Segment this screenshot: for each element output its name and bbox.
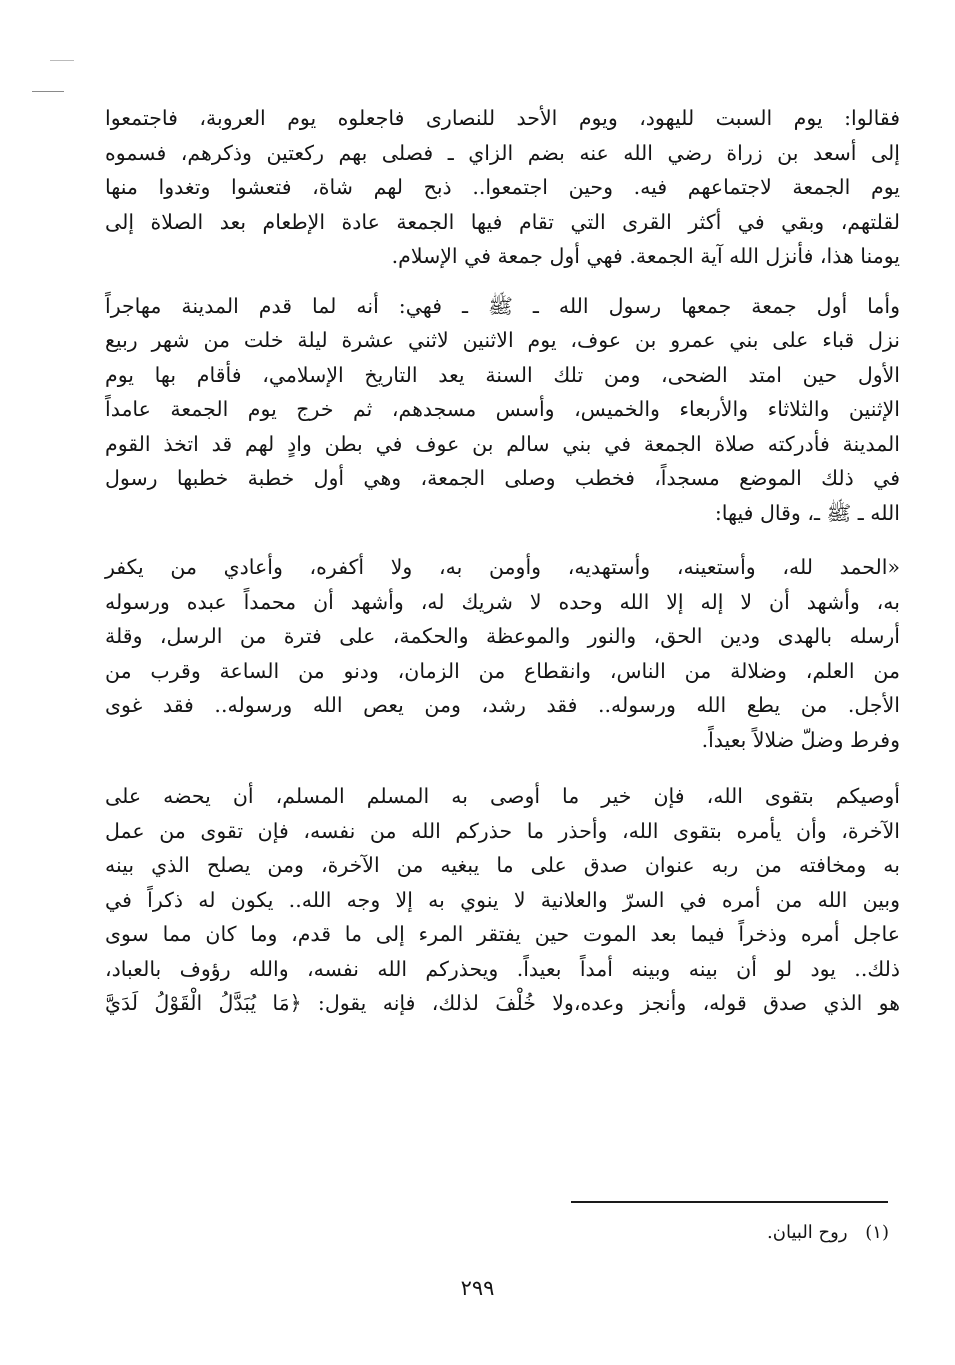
- text-line: المدينة فأدركته صلاة الجمعة في بني سالم بن عوف في بطن وادٍ لهم قد اتخذ القوم: [105, 431, 900, 456]
- text-line: هو الذي صدق قوله، وأنجز وعده،ولا خُلْفَ لذلك، فإنه يقول: ﴿مَا يُبَدَّلُ الْقَوْلُ لَدَيَّ: [105, 991, 901, 1015]
- text-line: وأما أول جمعة جمعها رسول الله ـ ﷺ ـ فهي: أنه لما قدم المدينة مهاجراً: [105, 293, 900, 318]
- text-line: الآخرة، وأن يأمره بتقوى الله، وأحذر ما حذركم الله من نفسه، فإن تقوى من عمل: [105, 818, 900, 843]
- scan-mark: [50, 60, 74, 61]
- text-line: أرسله بالهدى ودين الحق، والنور والموعظة والحكمة، على فترة من الرسل، وقلة: [105, 624, 900, 648]
- paragraph-sermon-opening: [105, 550, 900, 757]
- text-line: في ذلك الموضع مسجداً، فخطب وصلى الجمعة، وهي أول خطبة خطبها رسول: [105, 466, 900, 490]
- text-line: «الحمد لله، وأستعينه، وأستهديه، وأومن به، ولا أكفره، وأعادي من يكفر: [105, 555, 900, 579]
- text-line: وبين الله من أمره في السرّ والعلانية لا ينوي به إلا وجه الله.. يكون له ذكراً في: [105, 887, 900, 912]
- paragraph-first-friday: [105, 289, 900, 531]
- text-line: يوم الجمعة لاجتماعهم فيه. وحين اجتمعوا.. ذبح لهم شاة، فتعشوا وتغدوا منها: [105, 175, 900, 199]
- text-line: من العلم، وضلالة من الناس، وانقطاع من الزمان، ودنو من الساعة وقرب من: [105, 658, 900, 683]
- text-line: به، وأشهد أن لا إله إلا الله وحده لا شريك له، وأشهد أن محمداً عبده ورسوله: [105, 589, 900, 614]
- footnote-divider: [571, 1201, 888, 1203]
- text-line: نزل قباء على بني عمرو بن عوف، يوم الاثنين لاثني عشرة ليلة خلت من شهر ربيع: [105, 328, 900, 352]
- paragraph-friday-origin: [105, 101, 900, 274]
- text-line: أوصيكم بتقوى الله، فإن خير ما أوصى به المسلم المسلم، أن يحضه على: [105, 784, 900, 808]
- footnote-text: روح البيان.: [767, 1222, 848, 1243]
- text-line: الأول حين امتد الضحى، ومن تلك السنة يعد التاريخ الإسلامي، فأقام بها يوم: [105, 362, 900, 387]
- text-line: ذلك.. يود لو أن بينه وبينه أمداً بعيداً. ويحذركم الله نفسه، والله رؤوف بالعباد،: [105, 956, 900, 981]
- text-line: إلى أسعد بن زراة رضي الله عنه بضم الزاي ـ فصلى بهم ركعتين وذكرهم، فسموه: [105, 140, 900, 165]
- footnote: [767, 1220, 889, 1246]
- page-number: ٢٩٩: [460, 1276, 495, 1300]
- scan-mark: [32, 91, 64, 92]
- text-line: عاجل أمره وذخراً فيما بعد الموت حين يفتقر المرء إلى ما قدم، وما كان مما سوى: [105, 922, 900, 946]
- footnote-number: (١): [865, 1222, 889, 1243]
- text-line: الأجل. من يطع الله ورسوله.. فقد رشد، ومن يعص الله ورسوله.. فقد غوى: [105, 693, 900, 717]
- text-line: يومنا هذا، فأنزل الله آية الجمعة. فهي أول جمعة في الإسلام.: [391, 244, 900, 268]
- text-line: لقلتهم، وبقي في أكثر القرى التي تقام فيها الجمعة عادة الإطعام بعد الصلاة إلى: [105, 209, 900, 234]
- text-line: الإثنين والثلاثاء والأربعاء والخميس، وأسس مسجدهم، ثم خرج يوم الجمعة عامداً: [105, 397, 900, 421]
- text-line: الله ـ ﷺ ـ، وقال فيها:: [714, 500, 900, 525]
- text-line: به ومخافته من ربه عنوان صدق على ما يبغيه من الآخرة، ومن يصلح الذي بينه: [105, 853, 900, 877]
- text-line: وفرط وضلّ ضلالاً بعيداً.: [701, 727, 900, 752]
- paragraph-sermon-advice: [105, 779, 900, 1021]
- text-line: فقالوا: يوم السبت لليهود، ويوم الأحد للنصارى فاجعلوه يوم العروبة، فاجتمعوا: [105, 106, 900, 130]
- page-body: [105, 101, 900, 1021]
